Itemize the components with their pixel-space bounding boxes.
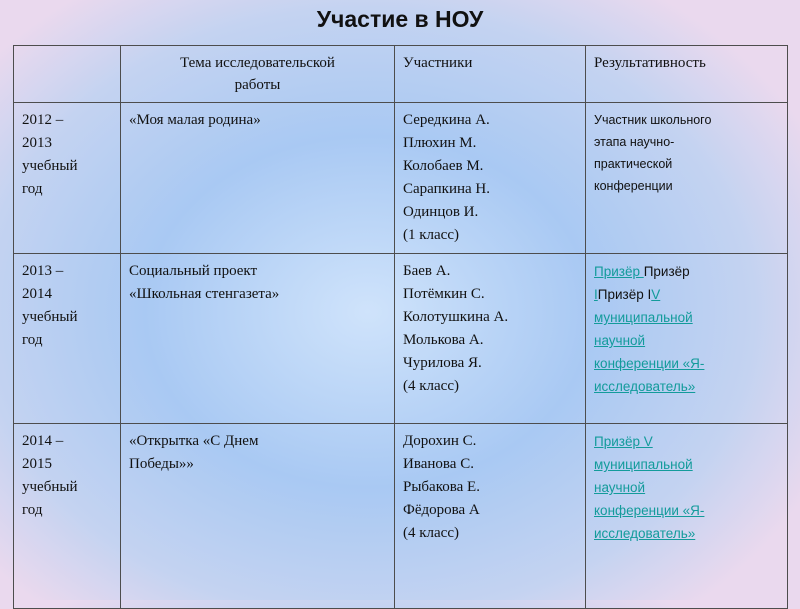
result-link[interactable]: научной [594, 333, 646, 348]
result-link[interactable]: V [651, 287, 661, 302]
table-row [14, 254, 788, 424]
result-first-line: Призёр Призёр [594, 264, 690, 279]
header-topic: Тема исследовательской работы [121, 46, 395, 103]
participants-cell: Дорохин С. Иванова С. Рыбакова Е. Фёдорова А (4 класс) [395, 424, 586, 609]
year-cell: 2013 – 2014 учебный год [14, 254, 121, 424]
result-link[interactable]: муниципальной [594, 457, 693, 472]
year-cell: 2012 – 2013 учебный год [14, 103, 121, 254]
participants-cell: Баев А. Потёмкин С. Колотушкина А. Молькова А. Чурилова Я. (4 класс) [395, 254, 586, 424]
result-link[interactable]: исследователь» [594, 526, 696, 541]
result-cell [586, 424, 788, 609]
result-link[interactable]: исследователь» [594, 379, 696, 394]
result-link[interactable]: конференции «Я- [594, 356, 705, 371]
year-cell: 2014 – 2015 учебный год [14, 424, 121, 609]
result-cell: Участник школьного этапа научно- практической конференции [586, 103, 788, 254]
result-second-line: IПризёр IV [594, 287, 661, 302]
header-results: Результативность [586, 46, 788, 103]
table-header-row [14, 46, 788, 103]
participation-table [13, 45, 788, 609]
result-link[interactable]: конференции «Я- [594, 503, 705, 518]
topic-cell: Социальный проект «Школьная стенгазета» [121, 254, 395, 424]
result-link[interactable]: Призёр V [594, 434, 653, 449]
page-title: Участие в НОУ [316, 6, 484, 32]
participants-cell: Середкина А. Плюхин М. Колобаев М. Сарапкина Н. Одинцов И. (1 класс) [395, 103, 586, 254]
topic-cell: «Открытка «С Днем Победы»» [121, 424, 395, 609]
result-link[interactable]: муниципальной [594, 310, 693, 325]
result-cell [586, 254, 788, 424]
result-link[interactable]: Призёр [594, 264, 644, 279]
header-participants: Участники [395, 46, 586, 103]
table-row [14, 424, 788, 609]
topic-cell: «Моя малая родина» [121, 103, 395, 254]
result-link[interactable]: научной [594, 480, 646, 495]
result-link[interactable]: I [594, 287, 598, 302]
table-row [14, 103, 788, 254]
header-cell-empty [14, 46, 121, 103]
